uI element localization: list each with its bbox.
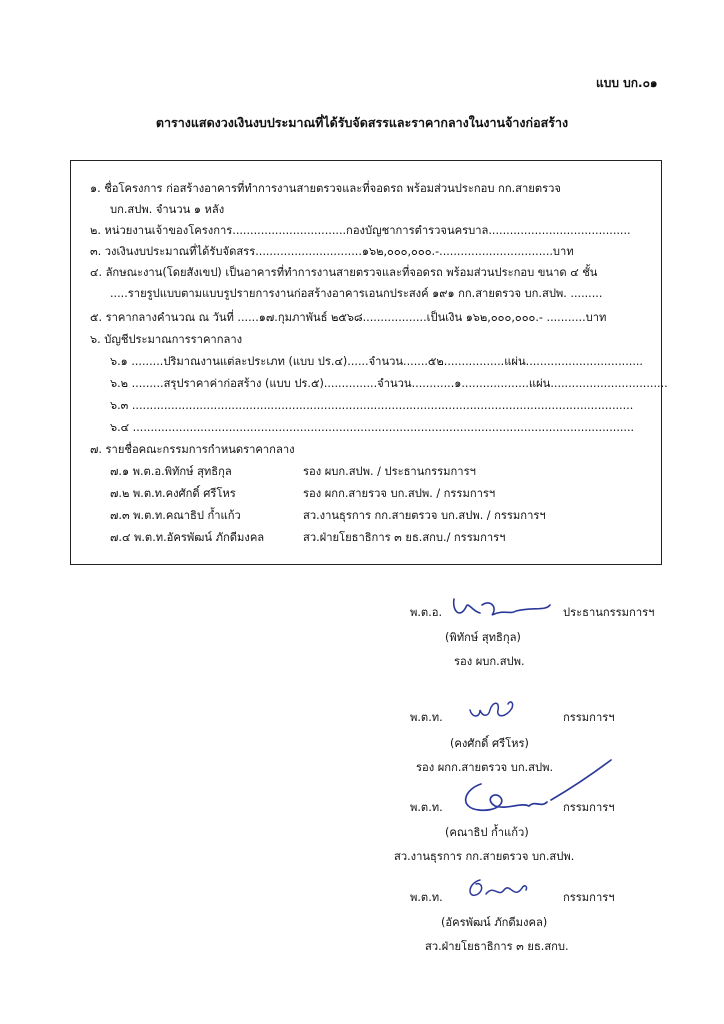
signature-rank: พ.ต.ท.	[410, 801, 443, 814]
committee-member-name: ๗.๓ พ.ต.ท.คณาธิป ก้ำแก้ว	[110, 509, 241, 522]
item-6-heading: ๖. บัญชีประมาณการราคากลาง	[90, 333, 243, 346]
committee-member-role: สว.ฝ่ายโยธาธิการ ๓ ยธ.สกบ./ กรรมการฯ	[303, 531, 506, 544]
signature-role: กรรมการฯ	[563, 801, 615, 814]
signature-rank: พ.ต.ท.	[410, 891, 443, 904]
signatory-position: สว.ฝ่ายโยธาธิการ ๓ ยธ.สกบ.	[425, 940, 569, 953]
signatory-name: (คณาธิป ก้ำแก้ว)	[445, 826, 529, 839]
item-3-budget: ๓. วงเงินงบประมาณที่ได้รับจัดสรร..............................๑๖๒,๐๐๐,๐๐๐.-................................บาท	[90, 245, 574, 258]
document-title: ตารางแสดงวงเงินงบประมาณที่ได้รับจัดสรรและราคากลางในงานจ้างก่อสร้าง	[155, 115, 569, 130]
committee-member-name: ๗.๔ พ.ต.ท.อัครพัฒน์ ภักดีมงคล	[110, 531, 265, 544]
signatory-position: รอง ผบก.สปพ.	[454, 655, 525, 668]
item-6-4: ๖.๔ .............................................................................................................................................	[110, 421, 635, 434]
committee-member-name: ๗.๑ พ.ต.อ.พิทักษ์ สุทธิกุล	[110, 465, 232, 478]
signature-rank: พ.ต.ท.	[410, 711, 443, 724]
signature-role: กรรมการฯ	[563, 711, 615, 724]
item-4-description: ๔. ลักษณะงาน(โดยสังเขป) เป็นอาคารที่ทำการงานสายตรวจและที่จอดรถ พร้อมส่วนประกอบ ขนาด ๔ ชั้น	[90, 266, 598, 279]
handwritten-signature-2	[460, 694, 530, 724]
form-code: แบบ บก.๐๑	[596, 76, 658, 90]
item-1-project-name-cont: บก.สปพ. จำนวน ๑ หลัง	[110, 203, 225, 216]
item-6-3: ๖.๓ .............................................................................................................................................	[110, 399, 634, 412]
item-1-project-name: ๑. ชื่อโครงการ ก่อสร้างอาคารที่ทำการงานสายตรวจและที่จอดรถ พร้อมส่วนประกอบ กก.สายตรวจ	[90, 182, 561, 195]
committee-member-role: สว.งานธุรการ กก.สายตรวจ บก.สปพ. / กรรมการฯ	[303, 509, 546, 522]
signature-role: กรรมการฯ	[563, 891, 615, 904]
committee-member-role: รอง ผบก.สปพ. / ประธานกรรมการฯ	[303, 465, 476, 478]
signatory-name: (อัครพัฒน์ ภักดีมงคล)	[441, 916, 548, 929]
item-5-median-price: ๕. ราคากลางคำนวณ ณ วันที่ ......๑๗.กุมภาพันธ์ ๒๕๖๘..................เป็นเงิน ๑๖๒,๐๐๐,๐๐๐.- ...........บาท	[90, 311, 607, 324]
signatory-name: (พิทักษ์ สุทธิกุล)	[445, 631, 521, 644]
item-4-description-cont: .....รายรูปแบบตามแบบรูปรายการงานก่อสร้างอาคารเอนกประสงค์ ๑๙๑ กก.สายตรวจ บก.สปพ. .........	[110, 287, 603, 300]
handwritten-signature-1	[446, 593, 556, 623]
item-7-heading: ๗. รายชื่อคณะกรรมการกำหนดราคากลาง	[90, 443, 295, 456]
committee-member-role: รอง ผกก.สายรวจ บก.สปพ. / กรรมการฯ	[303, 487, 496, 500]
item-6-2: ๖.๒ .........สรุปราคาค่าก่อสร้าง (แบบ ปร.๕)...............จำนวน............๑...................แผ่น.................................	[110, 377, 668, 390]
signature-rank: พ.ต.อ.	[410, 606, 443, 619]
signatory-position: รอง ผกก.สายตรวจ บก.สปพ.	[416, 761, 554, 774]
signatory-name: (คงศักดิ์ ศรีโหร)	[450, 737, 529, 750]
item-2-owner-agency: ๒. หน่วยงานเจ้าของโครงการ................................กองบัญชาการตำรวจนครบาล........................................	[90, 224, 631, 237]
signature-role: ประธานกรรมการฯ	[563, 606, 655, 619]
item-6-1: ๖.๑ .........ปริมาณงานแต่ละประเภท (แบบ ปร.๔)......จำนวน.......๕๒.................แผ่น.................................	[110, 355, 643, 368]
handwritten-signature-4	[462, 874, 532, 904]
committee-member-name: ๗.๒ พ.ต.ท.คงศักดิ์ ศรีโหร	[110, 487, 236, 500]
signatory-position: สว.งานธุรการ กก.สายตรวจ บก.สปพ.	[394, 850, 575, 863]
